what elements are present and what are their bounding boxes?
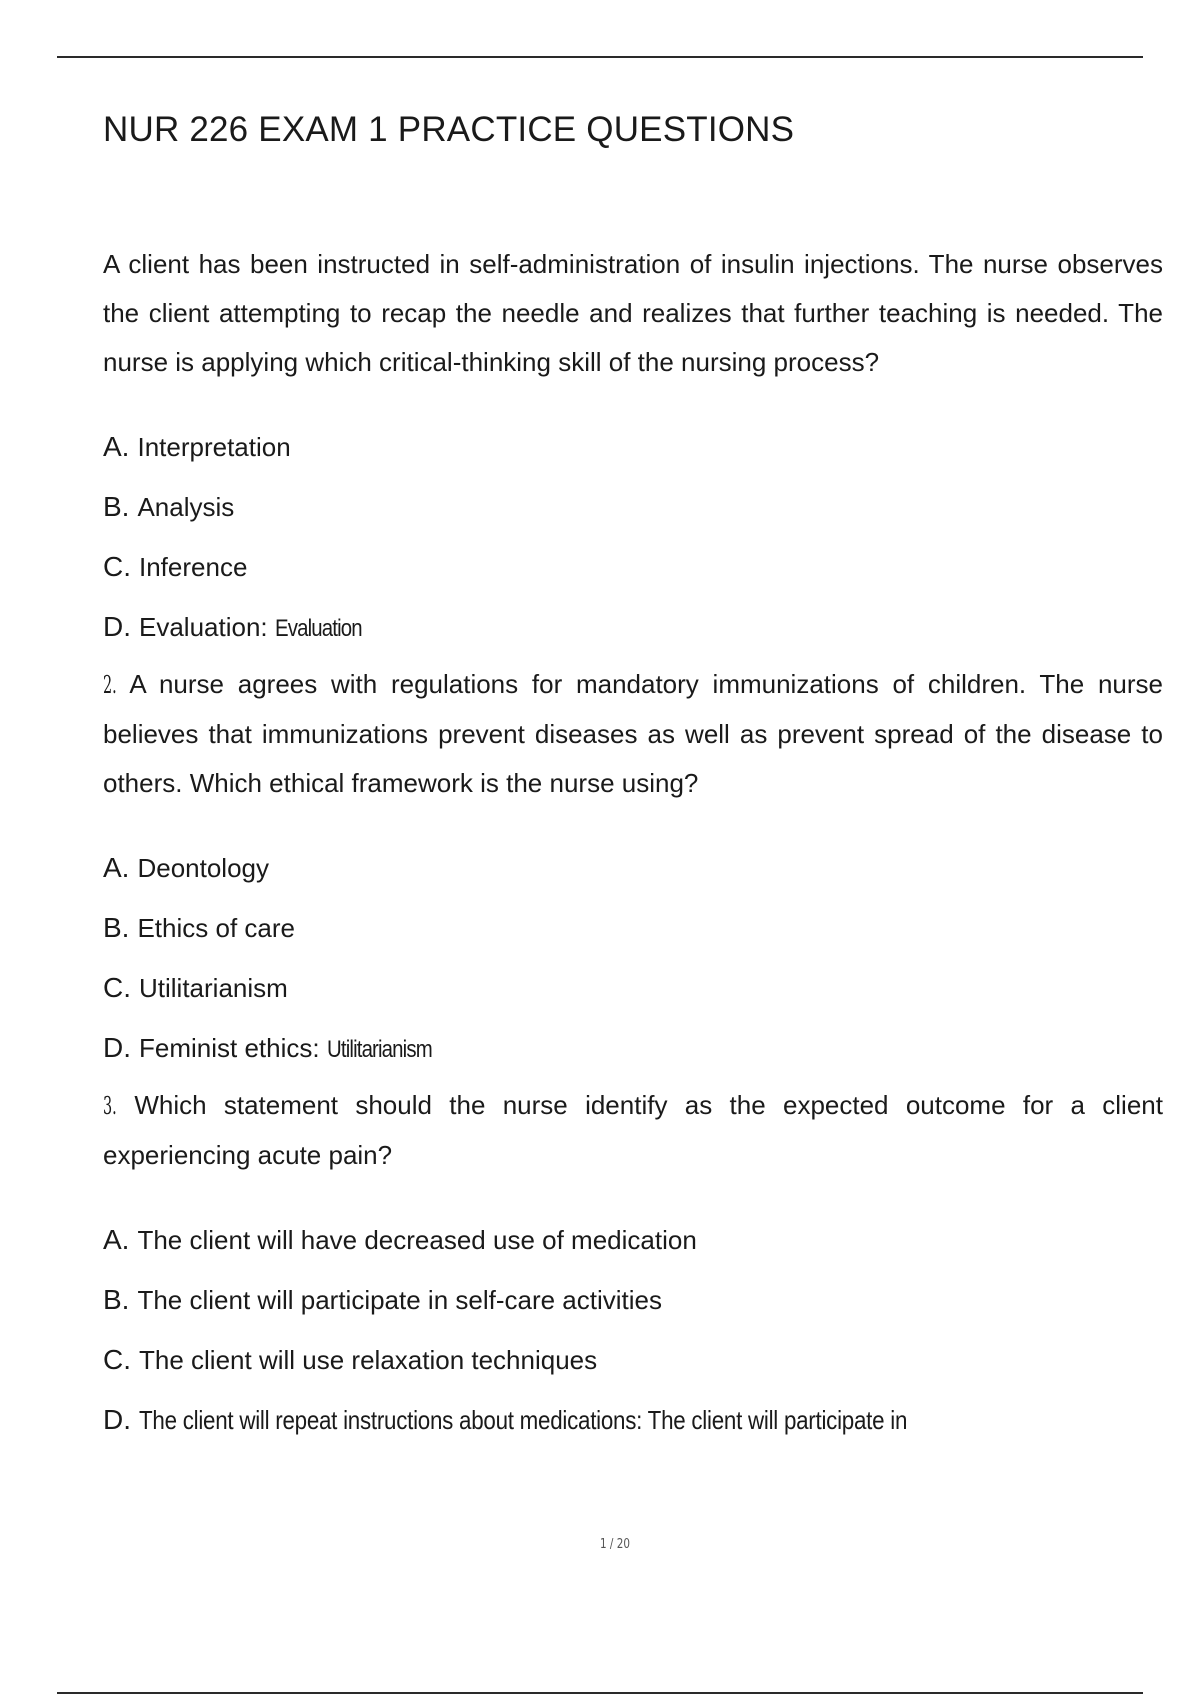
option-letter: B. [103,491,130,522]
option-item [103,477,1163,537]
question-1-text: A client has been instructed in self-administration of insulin injections. The nurse observes the client attempting to recap the needle and realizes that further teaching is needed. The nurse is applying which critical-thinking skill of the nursing process? [103,249,1163,377]
option-letter: C. [103,551,131,582]
option-item [103,537,1163,597]
option-item [103,1330,1163,1390]
option-text: Analysis [137,492,235,522]
option-text: The client will participate in self-care activities [137,1285,663,1315]
option-text: Interpretation [137,432,291,462]
option-item [103,1390,1163,1450]
top-divider [57,56,1143,58]
option-letter: A. [103,431,130,462]
page-title: NUR 226 EXAM 1 PRACTICE QUESTIONS [103,110,795,149]
question-number: 2. [103,671,117,699]
option-text: Feminist ethics: [139,1033,320,1063]
option-text: Deontology [137,853,270,883]
question-2-text [103,660,1163,808]
option-letter: A. [103,1224,130,1255]
option-item [103,1270,1163,1330]
option-item [103,417,1163,477]
answer-text: Evaluation [274,615,362,642]
option-letter: A. [103,852,130,883]
question-2-options [103,838,1163,1079]
option-text: Inference [139,552,248,582]
option-letter: C. [103,1344,131,1375]
option-text: Ethics of care [137,913,295,943]
question-1-options [103,417,1163,658]
answer-text: The client will participate in [647,1405,908,1435]
option-item [103,1210,1163,1270]
option-text: Utilitarianism [139,973,288,1003]
option-item [103,838,1163,898]
option-item [103,1018,1163,1079]
option-item [103,898,1163,958]
option-letter: D. [103,611,131,642]
bottom-divider [57,1692,1143,1694]
option-text: The client will repeat instructions about medications: [139,1405,643,1435]
option-letter: C. [103,972,131,1003]
page-indicator: 1 / 20 [600,1537,630,1552]
option-text: Evaluation: [139,612,268,642]
question-number: 3. [103,1092,117,1120]
option-item [103,958,1163,1018]
option-letter: B. [103,912,130,943]
option-letter: B. [103,1284,130,1315]
option-letter: D. [103,1404,131,1435]
question-body: Which statement should the nurse identify as the expected outcome for a client experiencing acute pain? [103,1090,1163,1170]
answer-text: Utilitarianism [326,1036,432,1063]
document-body [103,110,1163,1450]
option-text: The client will use relaxation techniques [139,1345,598,1375]
question-3-options [103,1210,1163,1450]
question-body: A nurse agrees with regulations for mandatory immunizations of children. The nurse believes that immunizations prevent diseases as well as prevent spread of the disease to others. Which ethical framework is the nurse using? [103,669,1163,798]
option-text: The client will have decreased use of medication [137,1225,697,1255]
question-3-text [103,1081,1163,1180]
option-item [103,597,1163,658]
option-letter: D. [103,1032,131,1063]
